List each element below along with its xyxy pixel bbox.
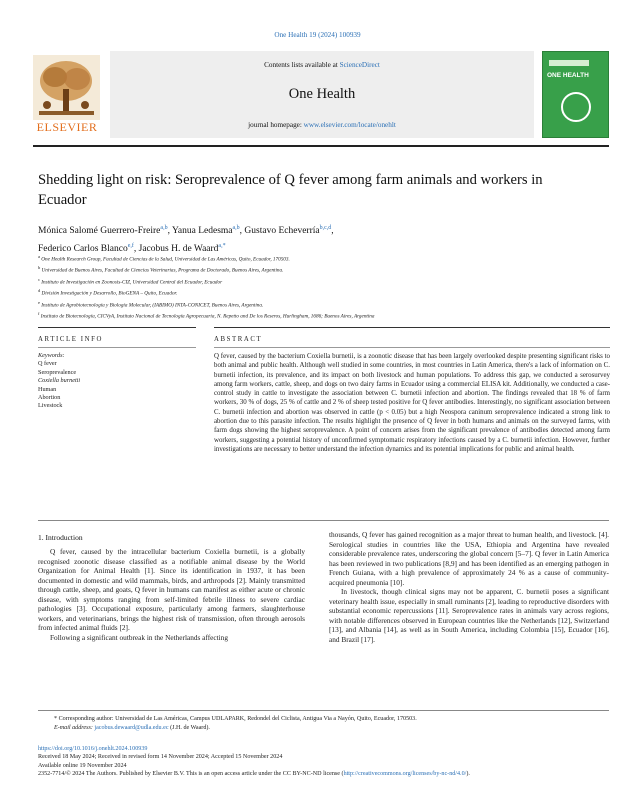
author-name[interactable]: Yanua Ledesma xyxy=(171,226,233,237)
license-link[interactable]: http://creativecommons.org/licenses/by-nc-nd/4.0/ xyxy=(343,771,467,778)
header-divider xyxy=(33,145,609,147)
keyword: Abortion xyxy=(38,394,61,402)
affiliation-marker: c xyxy=(38,276,40,282)
author-separator: , xyxy=(331,226,334,237)
author-separator: , xyxy=(133,244,139,255)
affiliation-text: Instituto de Agrobiotecnología y Biología Molecular, (IABIMO) INTA-CONICET, Buenos Aires, Argentina. xyxy=(41,302,264,309)
article-title: Shedding light on risk: Seroprevalence of Q fever among farm animals and workers in Ecuador xyxy=(38,172,543,208)
keywords-label: Keywords: xyxy=(38,352,65,359)
homepage-line xyxy=(110,121,534,129)
author-separator: , xyxy=(167,226,172,237)
email-label: E-mail address: xyxy=(54,724,93,731)
contents-prefix: Contents lists available at xyxy=(264,61,338,69)
keyword: Coxiella burnetii xyxy=(38,377,81,385)
affiliation-marker: d xyxy=(38,288,41,294)
author-name[interactable]: Gustavo Echeverría xyxy=(244,226,320,237)
affiliation xyxy=(38,299,598,310)
article-info-top-rule xyxy=(38,327,196,328)
publication-info xyxy=(38,745,609,779)
author-name[interactable]: Jacobus H. de Waard xyxy=(138,244,219,255)
homepage-link[interactable]: www.elsevier.com/locate/onehlt xyxy=(303,121,396,129)
license-text: 2352-7714/© 2024 The Authors. Published by Elsevier B.V. This is an open access article under the CC BY-NC-ND license ( xyxy=(38,771,344,778)
journal-citation[interactable]: One Health 19 (2024) 100939 xyxy=(274,31,361,39)
article-info-bottom-rule xyxy=(38,347,196,348)
introduction-paragraph: Q fever, caused by the intracellular bacterium Coxiella burnetii, is a globally recognised zoonotic disease classified as a notifiable animal disease by the World Organization for Animal Health [1]. Since its identification in 1937, it has been documented in domestic and wild mammals, birds, and arthropods [2]. Mainly transmitted through cattle, sheep, and goats, Q fever in humans can manifest as either acute or chronic disease, with symptoms ranging from self-limited febrile illness to severe cardiac pathologies [3]. Occupational exposure, particularly among farmers, slaughterhouse workers, and veterinarians, brings the highest risk of transmission, often through aerosols from infected animal fluids [2]. xyxy=(38,547,305,633)
author-affiliation-marker[interactable]: a,b xyxy=(160,225,168,231)
introduction-heading: 1. Introduction xyxy=(38,533,83,542)
abstract-end-rule xyxy=(38,520,609,521)
affiliation-list xyxy=(38,253,598,322)
abstract-bottom-rule xyxy=(214,347,610,348)
affiliation xyxy=(38,287,598,298)
author-affiliation-marker[interactable]: b,c,d xyxy=(319,225,332,231)
keyword: Livestock xyxy=(38,402,63,410)
homepage-prefix: journal homepage: xyxy=(248,121,302,129)
email-link[interactable]: jacobus.dewaard@udla.edu.ec xyxy=(94,724,169,731)
corresponding-author: * Corresponding author: Universidad de Las Américas, Campus UDLAPARK, Redondel del Ciclista, Antigua Via a Nayón, Quito, Ecuador, 170503. xyxy=(54,716,417,722)
abstract-top-rule xyxy=(214,327,610,328)
introduction-left-column xyxy=(38,547,305,642)
author-name[interactable]: Federico Carlos Blanco xyxy=(38,244,128,255)
cover-band xyxy=(549,60,589,66)
author[interactable] xyxy=(172,226,240,236)
cover-title: ONE HEALTH xyxy=(547,72,589,79)
keyword: Seroprevalence xyxy=(38,368,77,376)
license-suffix: ). xyxy=(466,771,470,778)
affiliation-text: Universidad de Buenos Aires, Facultad de Ciencias Veterinarias, Programa de Doctorado, Buenos Aires, Argentina. xyxy=(41,268,284,275)
author-list xyxy=(38,221,598,257)
keywords-block xyxy=(38,352,178,411)
doi-link[interactable]: https://doi.org/10.1016/j.onehlt.2024.100939 xyxy=(38,746,148,752)
corresponding-author-footnote xyxy=(54,715,609,732)
contents-line xyxy=(110,61,534,69)
affiliation-marker: a xyxy=(38,254,40,259)
keyword: Human xyxy=(38,385,57,393)
keyword: Q fever xyxy=(38,360,57,368)
affiliation-text: Instituto de Biotecnología, CICVyA, Instituto Nacional de Tecnología Agropecuaria, N. Repetto and De los Reseros, Hurlingham, 1686; Buenos Aires, Argentina xyxy=(40,313,375,320)
introduction-paragraph: thousands, Q fever has gained recognition as a major threat to human health, and livestock. [4]. Serological studies in countries like the USA, Ethiopia and Argentina have revealed considerable prevalence rates, underscoring the global concern [5–7]. Q fever in Latin America has been reviewed in two publications [8,9] and has been identified as an emerging pathogen in French Guiana, with a high prevalence of approximately 24 % as a cause of community-acquired pneumonia [10]. xyxy=(329,530,609,587)
online-date: Available online 19 November 2024 xyxy=(38,762,127,769)
affiliation-marker: b xyxy=(38,265,41,271)
elsevier-wordmark: ELSEVIER xyxy=(36,120,98,134)
author-separator: , xyxy=(239,226,245,237)
author[interactable] xyxy=(244,225,334,237)
affiliation-marker: e xyxy=(38,299,40,305)
article-info-heading: ARTICLE INFO xyxy=(38,336,104,343)
affiliation-text: División Investigación y Desarrollo, BioGENA – Quito, Ecuador. xyxy=(41,291,178,298)
cover-emblem-icon xyxy=(561,92,591,122)
journal-cover-thumbnail[interactable] xyxy=(542,51,609,138)
affiliation xyxy=(38,276,598,287)
introduction-right-column xyxy=(329,530,609,645)
abstract-heading: ABSTRACT xyxy=(214,336,263,343)
author[interactable] xyxy=(38,226,168,236)
author-affiliation-marker[interactable]: e,f xyxy=(127,243,134,250)
abstract-text: Q fever, caused by the bacterium Coxiella burnetii, is a zoonotic disease that has been largely overlooked despite presenting significant risks to both animal and public health. Although well studied in some countries, in most countries in Latin America, there's a lack of information on C. burnetii infection, its prevalence, and its impact on both livestock and human populations. To address this gap, we conducted a serosurvey among farm workers, cattle, sheep, and dogs on two dairy farms in Ecuador using a commercial ELISA kit. Additionally, we conducted a case-control study in cattle to investigate the association between C. burnetii infection and abortion. The findings revealed that 18 % of farm workers, 30 % of dogs, 25 % of cattle and 2 % of sheep tested positive for Q fever antibodies. Interestingly, no significant association between C. burnetii infection and abortion was observed in cattle (p < 0.05) but a high Neospora caninum seroprevalence indicated a strong link to abortion due to this parasite infection. The results highlight the presence of Q fever in both humans and animals on the surveyed farms, with farm dogs showing the highest seroprevalence. A point of concern arises from the significant prevalence of antibodies detected among farm workers, suggesting a potential history of unconfirmed symptomatic respiratory infections caused by a C. burnetii infection. However, further investigations are necessary to better understand the infection dynamics and its potential implications for public and animal health. xyxy=(214,353,610,453)
license-line xyxy=(38,770,609,778)
affiliation xyxy=(38,264,598,275)
email-line xyxy=(54,724,609,733)
elsevier-tree-logo-icon xyxy=(33,55,100,120)
introduction-paragraph: In livestock, though clinical signs may not be apparent, C. burnetii poses a significant veterinary health issue, especially in small ruminants [2], leading to reproductive disorders with substantial economic repercussions [11]. Seroprevalence rates in animals vary across regions, with notable differences observed in European countries like the Netherlands [12], Switzerland [13], and Albania [14], as well as in South America, including Colombia [15], Ecuador [16], and Brazil [17]. xyxy=(329,587,609,645)
affiliation xyxy=(38,253,598,264)
author-name[interactable]: Mónica Salomé Guerrero-Freire xyxy=(38,226,161,237)
affiliation-text: Instituto de Investigación en Zoonosis-CIZ, Universidad Central del Ecuador, Ecuador xyxy=(41,279,223,286)
received-dates: Received 18 May 2024; Received in revised form 14 November 2024; Accepted 15 November 2024 xyxy=(38,754,283,761)
author-affiliation-marker[interactable]: a,b xyxy=(232,225,240,231)
author-affiliation-marker[interactable]: a,* xyxy=(218,243,226,250)
affiliation-text: One Health Research Group, Facultad de Ciencias de la Salud, Universidad de Las Américas, Quito, Ecuador, 170503. xyxy=(41,256,290,263)
affiliation-marker: f xyxy=(38,311,40,317)
affiliation xyxy=(38,310,598,321)
footnote-rule xyxy=(38,710,609,711)
journal-name: One Health xyxy=(288,86,356,102)
sciencedirect-link[interactable]: ScienceDirect xyxy=(339,61,380,69)
email-suffix: (J.H. de Waard). xyxy=(170,724,210,731)
introduction-paragraph: Following a significant outbreak in the Netherlands affecting xyxy=(50,632,228,642)
